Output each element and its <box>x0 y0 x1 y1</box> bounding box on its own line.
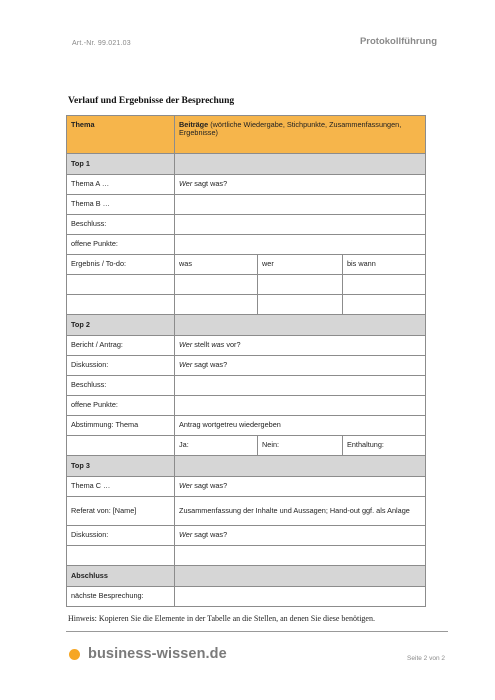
empty-cell <box>175 295 258 315</box>
hint-text: Hinweis: Kopieren Sie die Elemente in der Tabelle an die Stellen, an denen Sie diese benötigen. <box>68 614 375 623</box>
top1-title: Top 1 <box>67 154 175 175</box>
abschluss-section-row <box>67 566 426 587</box>
page-number: Seite 2 von 2 <box>407 655 445 662</box>
diskussion-content <box>175 356 426 376</box>
thema-b-content <box>175 195 426 215</box>
thema-b-label: Thema B … <box>67 195 175 215</box>
diskussion-content <box>175 526 426 546</box>
empty-cell <box>67 295 175 315</box>
brand-logo <box>69 644 227 664</box>
thema-a-content <box>175 175 426 195</box>
top3-title-fill <box>175 456 426 477</box>
beschluss-content <box>175 376 426 396</box>
nein-column: Nein: <box>258 436 343 456</box>
thema-a-label: Thema A … <box>67 175 175 195</box>
table-header-row <box>67 116 426 154</box>
ergebnis-label: Ergebnis / To-do: <box>67 255 175 275</box>
thema-c-label: Thema C … <box>67 477 175 497</box>
header-beitraege-desc: (wörtliche Wiedergabe, Stichpunkte, Zusammenfassungen, Ergebnisse) <box>179 120 402 138</box>
table-row <box>67 235 426 255</box>
wer-column: wer <box>258 255 343 275</box>
was-italic: was <box>211 340 225 350</box>
table-row <box>67 356 426 376</box>
naechste-besprechung-content <box>175 587 426 607</box>
beschluss-label: Beschluss: <box>67 215 175 235</box>
thema-c-content <box>175 477 426 497</box>
beschluss-label: Beschluss: <box>67 376 175 396</box>
was-column: was <box>175 255 258 275</box>
stellt: stellt <box>192 340 212 350</box>
table-row <box>67 175 426 195</box>
top2-title-fill <box>175 315 426 336</box>
table-row-empty <box>67 295 426 315</box>
empty-cell <box>343 275 426 295</box>
diskussion-label: Diskussion: <box>67 526 175 546</box>
top3-title: Top 3 <box>67 456 175 477</box>
wer-italic: Wer <box>179 179 193 189</box>
sagt-was: sagt was? <box>192 179 228 189</box>
offene-punkte-label: offene Punkte: <box>67 235 175 255</box>
bis-wann-column: bis wann <box>343 255 426 275</box>
offene-punkte-content <box>175 235 426 255</box>
header-thema: Thema <box>67 116 175 154</box>
table-row <box>67 477 426 497</box>
empty-cell <box>343 295 426 315</box>
offene-punkte-label: offene Punkte: <box>67 396 175 416</box>
wer-italic: Wer <box>179 340 193 350</box>
header-beitraege <box>175 116 426 154</box>
table-row <box>67 497 426 526</box>
table-row <box>67 436 426 456</box>
bericht-content <box>175 336 426 356</box>
abstimmung-label: Abstimmung: Thema <box>67 416 175 436</box>
table-row <box>67 336 426 356</box>
top2-title: Top 2 <box>67 315 175 336</box>
sagt-was: sagt was? <box>192 481 228 491</box>
abschluss-title: Abschluss <box>67 566 175 587</box>
wer-italic: Wer <box>179 360 193 370</box>
table-row-empty <box>67 546 426 566</box>
top1-title-fill <box>175 154 426 175</box>
empty-cell <box>67 275 175 295</box>
offene-punkte-content <box>175 396 426 416</box>
sagt-was: sagt was? <box>192 360 228 370</box>
table-row <box>67 526 426 546</box>
bericht-label: Bericht / Antrag: <box>67 336 175 356</box>
empty-cell <box>67 546 175 566</box>
article-number: Art.-Nr. 99.021.03 <box>72 40 131 47</box>
table-row <box>67 416 426 436</box>
table-row <box>67 195 426 215</box>
zusammenfassung-content: Zusammenfassung der Inhalte und Aussagen; Hand-out ggf. als Anlage <box>175 497 426 526</box>
beschluss-content <box>175 215 426 235</box>
header-beitraege-bold: Beiträge <box>179 120 209 129</box>
enthaltung-column: Enthaltung: <box>343 436 426 456</box>
referat-label: Referat von: [Name] <box>67 497 175 526</box>
sagt-was: sagt was? <box>192 530 228 540</box>
table-row <box>67 255 426 275</box>
abschluss-title-fill <box>175 566 426 587</box>
empty-cell <box>258 275 343 295</box>
table-row <box>67 396 426 416</box>
vor: vor? <box>224 340 241 350</box>
naechste-besprechung-label: nächste Besprechung: <box>67 587 175 607</box>
footer-divider <box>66 631 448 632</box>
protocol-table <box>66 115 426 607</box>
document-type-title: Protokollführung <box>359 36 437 47</box>
table-row <box>67 215 426 235</box>
top2-section-row <box>67 315 426 336</box>
table-row <box>67 587 426 607</box>
brand-dot-icon <box>69 649 80 660</box>
ja-column: Ja: <box>175 436 258 456</box>
empty-cell <box>67 436 175 456</box>
brand-name: business-wissen.de <box>88 646 227 662</box>
section-heading: Verlauf und Ergebnisse der Besprechung <box>68 96 235 106</box>
empty-cell <box>175 275 258 295</box>
table-row-empty <box>67 275 426 295</box>
diskussion-label: Diskussion: <box>67 356 175 376</box>
wer-italic: Wer <box>179 481 193 491</box>
empty-cell <box>175 546 426 566</box>
wer-italic: Wer <box>179 530 193 540</box>
top3-section-row <box>67 456 426 477</box>
antrag-content: Antrag wortgetreu wiedergeben <box>175 416 426 436</box>
empty-cell <box>258 295 343 315</box>
top1-section-row <box>67 154 426 175</box>
table-row <box>67 376 426 396</box>
